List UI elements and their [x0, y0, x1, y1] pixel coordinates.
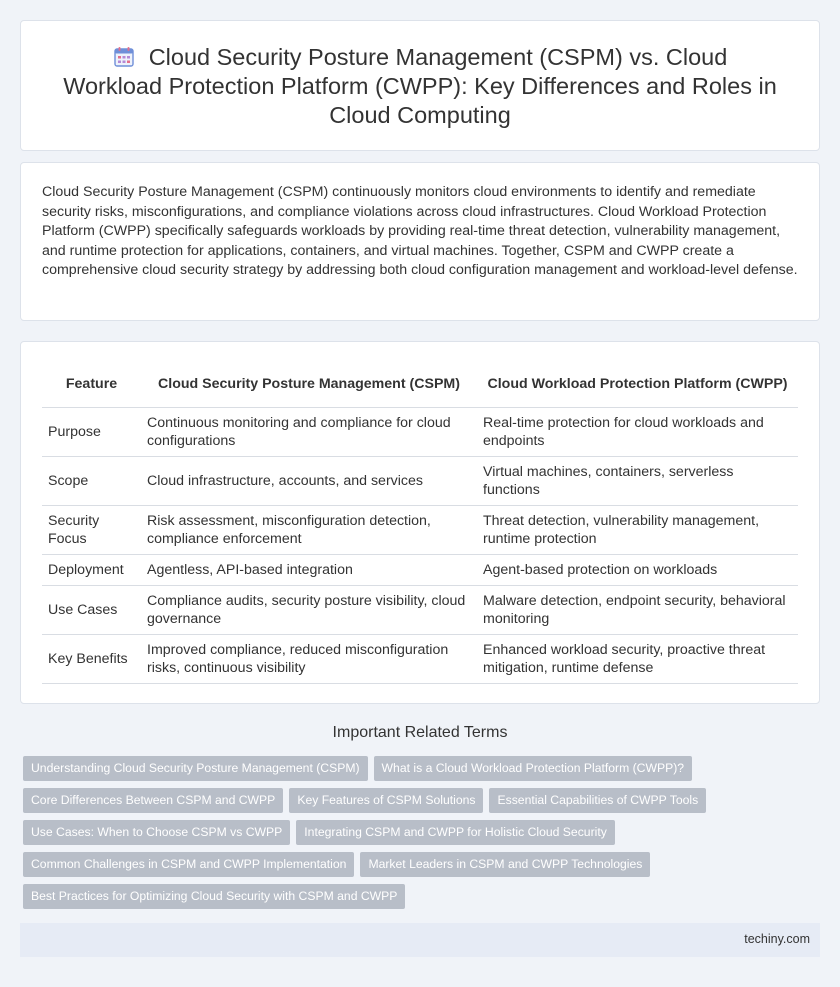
footer-site-link[interactable]: techiny.com [744, 932, 810, 946]
related-tag-link[interactable]: Common Challenges in CSPM and CWPP Implementation [23, 852, 354, 877]
tag-row [23, 788, 813, 820]
comparison-card [20, 341, 820, 704]
table-row [42, 585, 798, 634]
cwpp-cell: Agent-based protection on workloads [477, 554, 798, 585]
cwpp-cell: Virtual machines, containers, serverless functions [477, 456, 798, 505]
table-row [42, 634, 798, 683]
header-cspm: Cloud Security Posture Management (CSPM) [141, 361, 477, 407]
related-tag-link[interactable]: Core Differences Between CSPM and CWPP [23, 788, 283, 813]
title-card [20, 20, 820, 151]
calendar-icon [113, 46, 135, 68]
cspm-cell: Compliance audits, security posture visibility, cloud governance [141, 585, 477, 634]
intro-card [20, 162, 820, 321]
header-cwpp: Cloud Workload Protection Platform (CWPP) [477, 361, 798, 407]
tag-row [23, 820, 813, 852]
table-row [42, 554, 798, 585]
table-row [42, 407, 798, 456]
feature-cell: Use Cases [42, 585, 141, 634]
cwpp-cell: Real-time protection for cloud workloads and endpoints [477, 407, 798, 456]
related-tag-link[interactable]: Use Cases: When to Choose CSPM vs CWPP [23, 820, 290, 845]
feature-cell: Key Benefits [42, 634, 141, 683]
cspm-cell: Agentless, API-based integration [141, 554, 477, 585]
related-tag-link[interactable]: Best Practices for Optimizing Cloud Security with CSPM and CWPP [23, 884, 405, 909]
cwpp-cell: Enhanced workload security, proactive threat mitigation, runtime defense [477, 634, 798, 683]
related-tag-link[interactable]: Essential Capabilities of CWPP Tools [489, 788, 706, 813]
title-wrap [21, 43, 819, 130]
related-tags [23, 756, 813, 916]
feature-cell: Deployment [42, 554, 141, 585]
table-row [42, 456, 798, 505]
page-title: Cloud Security Posture Management (CSPM) vs. Cloud Workload Protection Platform (CWPP): Key Differences and Roles in Cloud Computing [63, 44, 777, 128]
cwpp-cell: Malware detection, endpoint security, behavioral monitoring [477, 585, 798, 634]
cspm-cell: Continuous monitoring and compliance for cloud configurations [141, 407, 477, 456]
related-tag-link[interactable]: Key Features of CSPM Solutions [289, 788, 483, 813]
related-terms-title: Important Related Terms [332, 724, 508, 741]
related-tag-link[interactable]: Understanding Cloud Security Posture Management (CSPM) [23, 756, 368, 781]
table-row [42, 505, 798, 554]
tag-row [23, 852, 813, 884]
feature-cell: Security Focus [42, 505, 141, 554]
feature-cell: Purpose [42, 407, 141, 456]
feature-cell: Scope [42, 456, 141, 505]
cwpp-cell: Threat detection, vulnerability management, runtime protection [477, 505, 798, 554]
related-tag-link[interactable]: Market Leaders in CSPM and CWPP Technologies [360, 852, 650, 877]
footer [20, 923, 820, 957]
tag-row [23, 884, 813, 916]
tag-row [23, 756, 813, 788]
cspm-cell: Cloud infrastructure, accounts, and services [141, 456, 477, 505]
related-tag-link[interactable]: What is a Cloud Workload Protection Platform (CWPP)? [374, 756, 693, 781]
cspm-cell: Improved compliance, reduced misconfiguration risks, continuous visibility [141, 634, 477, 683]
related-tag-link[interactable]: Integrating CSPM and CWPP for Holistic Cloud Security [296, 820, 615, 845]
header-feature: Feature [42, 361, 141, 407]
comparison-table [42, 361, 798, 684]
intro-paragraph: Cloud Security Posture Management (CSPM) continuously monitors cloud environments to identify and remediate security risks, misconfigurations, and compliance violations across cloud infrastructures. Cloud Workload Protection Platform (CWPP) specifically safeguards workloads by providing real-time threat detection, vulnerability management, and runtime protection for applications, containers, and virtual machines. Together, CSPM and CWPP create a comprehensive cloud security strategy by addressing both cloud configuration management and workload-level defense. [42, 184, 798, 278]
table-header-row [42, 361, 798, 407]
cspm-cell: Risk assessment, misconfiguration detection, compliance enforcement [141, 505, 477, 554]
